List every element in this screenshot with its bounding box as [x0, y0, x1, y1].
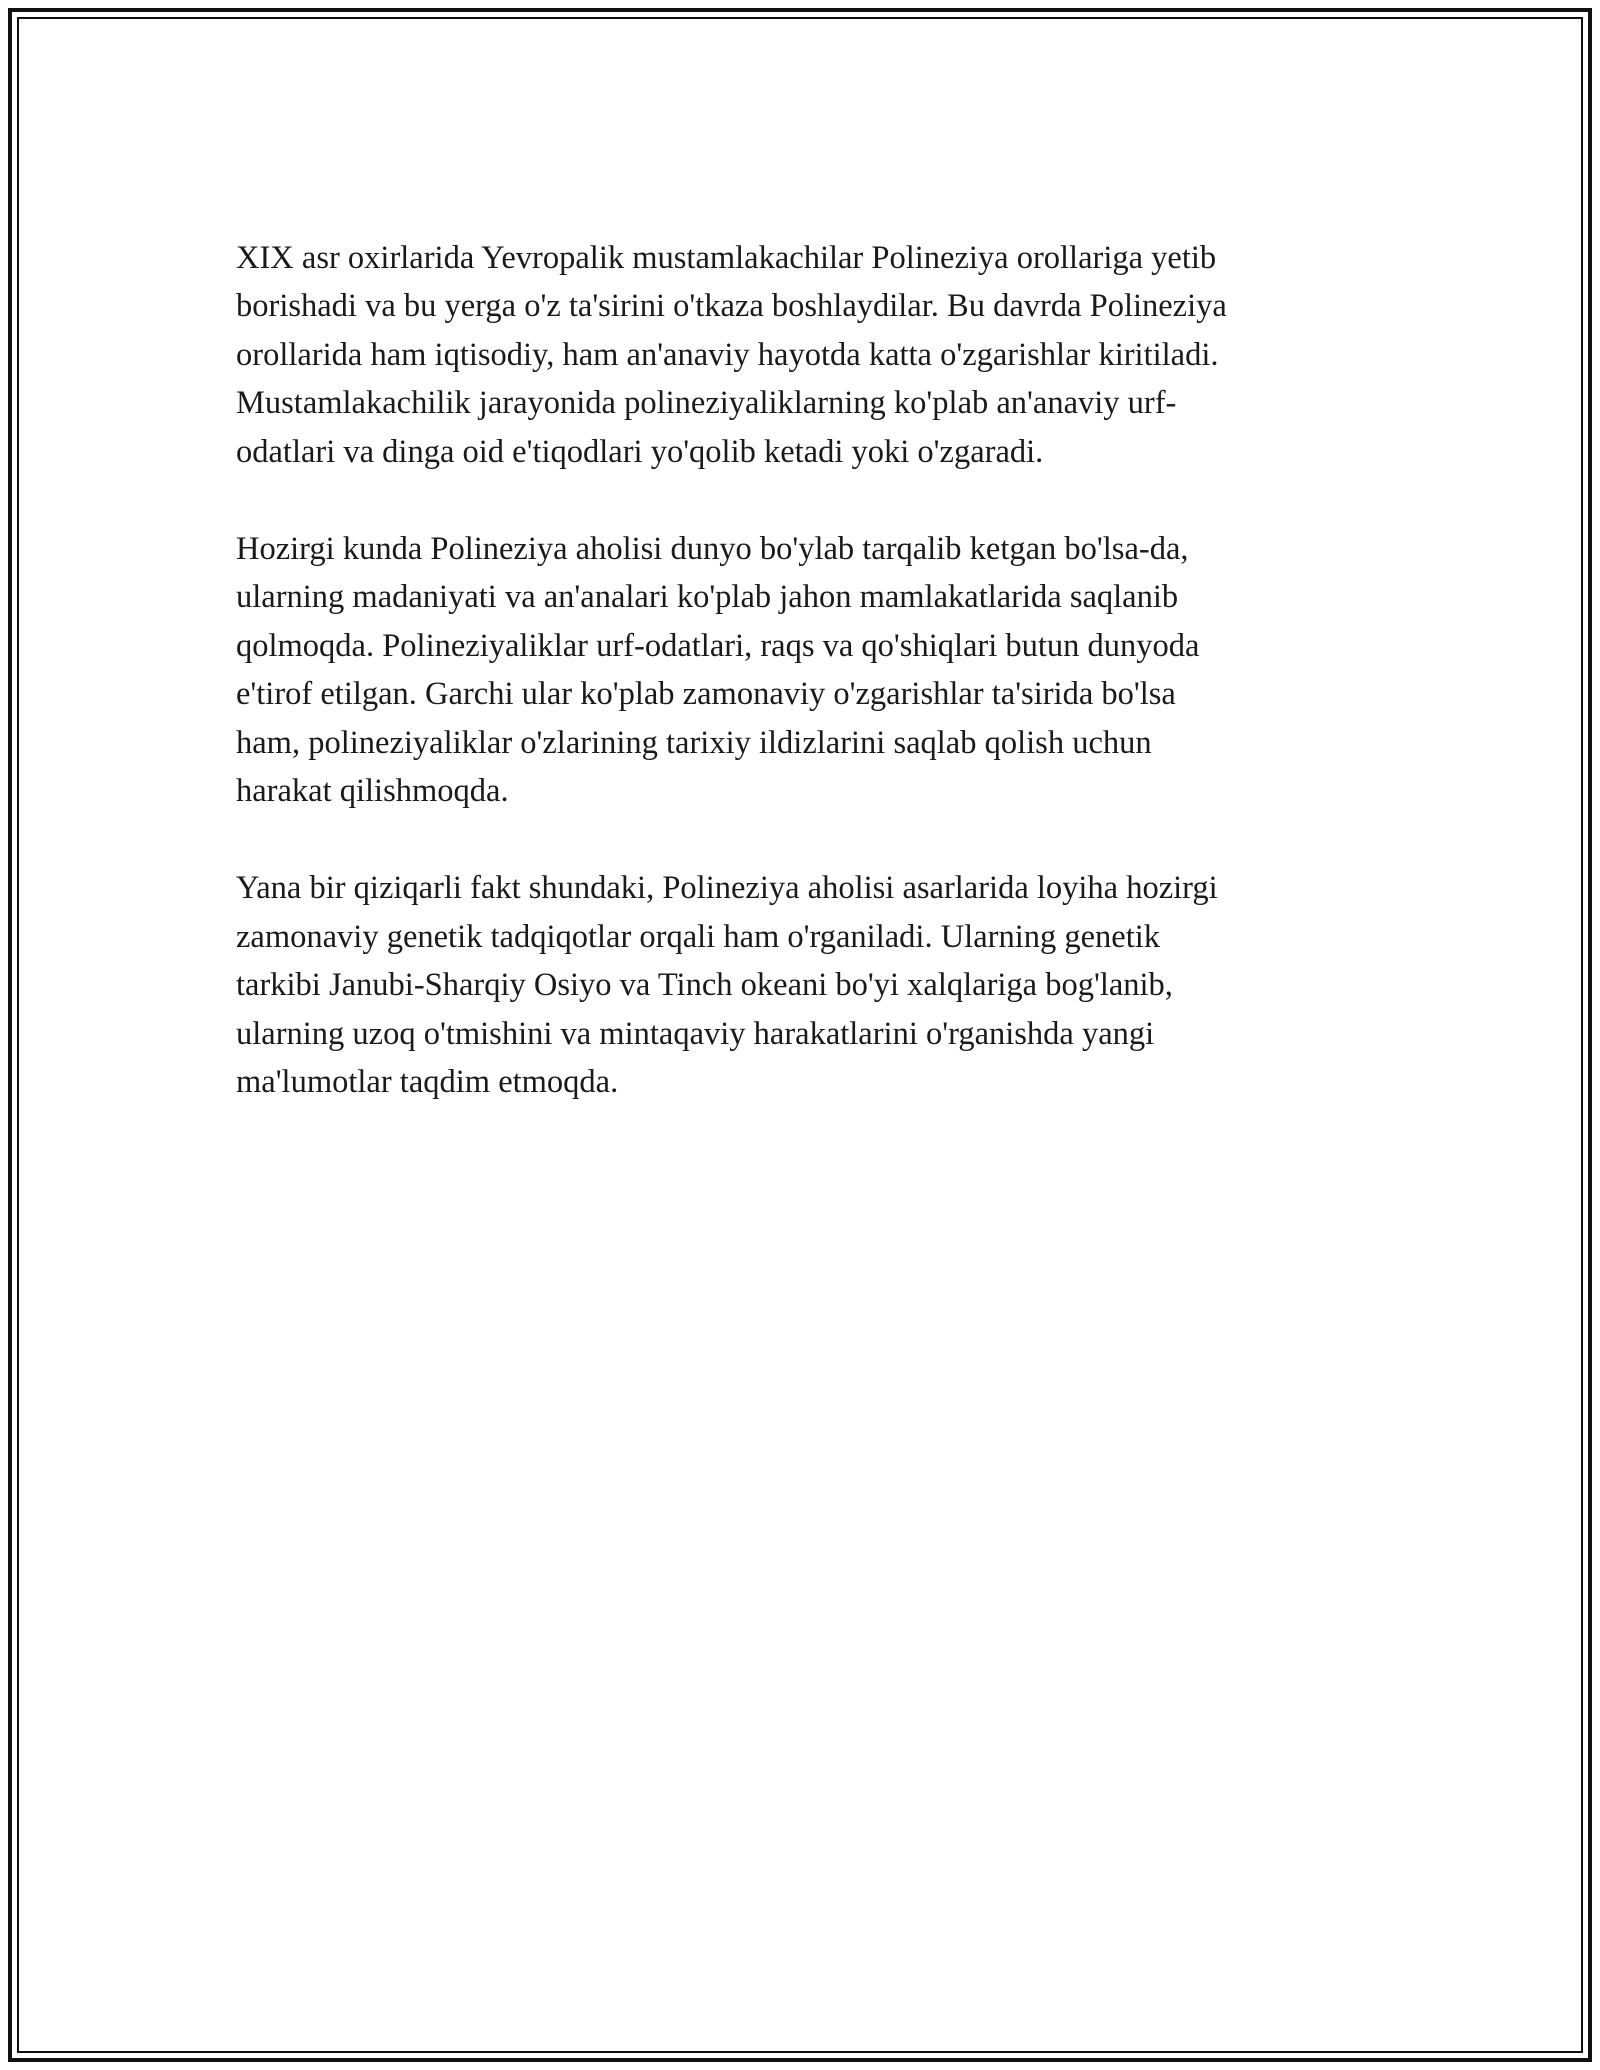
text-line: ularning uzoq o'tmishini va mintaqaviy harakatlarini o'rganishda yangi	[236, 1015, 1155, 1052]
text-line: Hozirgi kunda Polineziya aholisi dunyo bo'ylab tarqalib ketgan bo'lsa-da,	[236, 531, 1189, 568]
text-line: zamonaviy genetik tadqiqotlar orqali ham o'rganiladi. Ularning genetik	[236, 918, 1161, 955]
text-line: Mustamlakachilik jarayonida polineziyaliklarning ko'plab an'anaviy urf-	[236, 385, 1177, 422]
text-line: XIX asr oxirlarida Yevropalik mustamlakachilar Polineziya orollariga yetib	[236, 240, 1217, 276]
text-line: ularning madaniyati va an'analari ko'plab jahon mamlakatlarida saqlanib	[236, 579, 1179, 616]
paragraph-1	[236, 234, 1386, 476]
text-line: borishadi va bu yerga o'z ta'sirini o'tkaza boshlaydilar. Bu davrda Polineziya	[236, 288, 1227, 325]
document-body	[236, 234, 1386, 1107]
paragraph-2	[236, 525, 1386, 815]
text-line: tarkibi Janubi-Sharqiy Osiyo va Tinch okeani bo'yi xalqlariga bog'lanib,	[236, 967, 1173, 1004]
text-line: ham, polineziyaliklar o'zlarining tarixiy ildizlarini saqlab qolish uchun	[236, 724, 1152, 761]
text-line: odatlari va dinga oid e'tiqodlari yo'qolib ketadi yoki o'zgaradi.	[236, 433, 1044, 470]
text-line: harakat qilishmoqda.	[236, 773, 509, 810]
text-line: orollarida ham iqtisodiy, ham an'anaviy hayotda katta o'zgarishlar kiritiladi.	[236, 336, 1219, 373]
text-line: Yana bir qiziqarli fakt shundaki, Polineziya aholisi asarlarida loyiha hozirgi	[236, 870, 1218, 907]
paragraph-3	[236, 864, 1386, 1106]
text-line: ma'lumotlar taqdim etmoqda.	[236, 1064, 619, 1101]
text-line: e'tirof etilgan. Garchi ular ko'plab zamonaviy o'zgarishlar ta'sirida bo'lsa	[236, 676, 1176, 713]
text-line: qolmoqda. Polineziyaliklar urf-odatlari, raqs va qo'shiqlari butun dunyoda	[236, 627, 1200, 664]
